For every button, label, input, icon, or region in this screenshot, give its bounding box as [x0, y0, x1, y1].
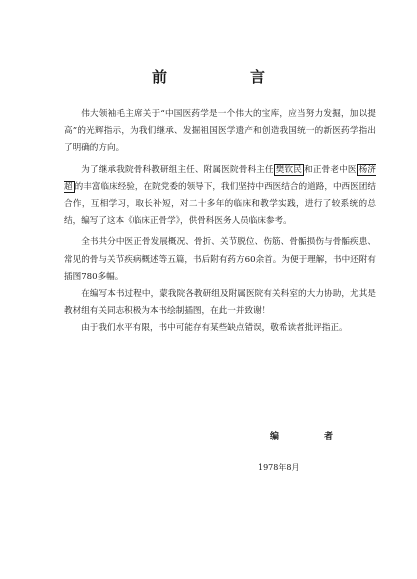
paragraph-4: 在编写本书过程中，蒙我院各教研组及附属医院有关科室的大力协助，尤其是教材组有关同志积极为本书绘制插图，在此一并致谢！ [64, 289, 376, 317]
paragraph-1: 伟大领袖毛主席关于“中国医药学是一个伟大的宝库，应当努力发掘，加以提高”的光辉指示，为我们继承、发掘祖国医学遗产和创造我国统一的新医药学指出了明确的方向。 [64, 109, 376, 154]
paragraph-2-text-c: 的丰富临床经验，在院党委的领导下，我们坚持中西医结合的道路，中西医团结合作，互相学习，取长补短，对二十多年的临床和教学实践，进行了较系统的总结，编写了这本《临床正骨学》，供骨科医务人员临床参考。 [64, 181, 376, 227]
boxed-name-2: 杨济超 [64, 164, 376, 192]
signature: 编 者 [270, 432, 352, 442]
paragraph-2-text-b: 和正骨老中医 [304, 164, 357, 175]
paragraph-5: 由于我们水平有限，书中可能存有某些缺点错误，敬希读者批评指正。 [81, 323, 348, 334]
page-title: 前 言 [151, 68, 299, 86]
paragraph-2 [64, 162, 376, 231]
boxed-name-1: 樊钦民 [275, 164, 303, 175]
preface-body [64, 106, 376, 338]
date: 1978年8月 [258, 463, 300, 472]
paragraph-2-text-a: 为了继承我院骨科教研组主任、附属医院骨科主任 [81, 164, 274, 175]
paragraph-3: 全书共分中医正骨发展概况、骨折、关节脱位、伤筋、骨骺损伤与骨骺疾患、常见的骨与关节疾病概述等五篇，书后附有药方60余首。为便于理解，书中还附有插图780多幅。 [64, 237, 376, 282]
